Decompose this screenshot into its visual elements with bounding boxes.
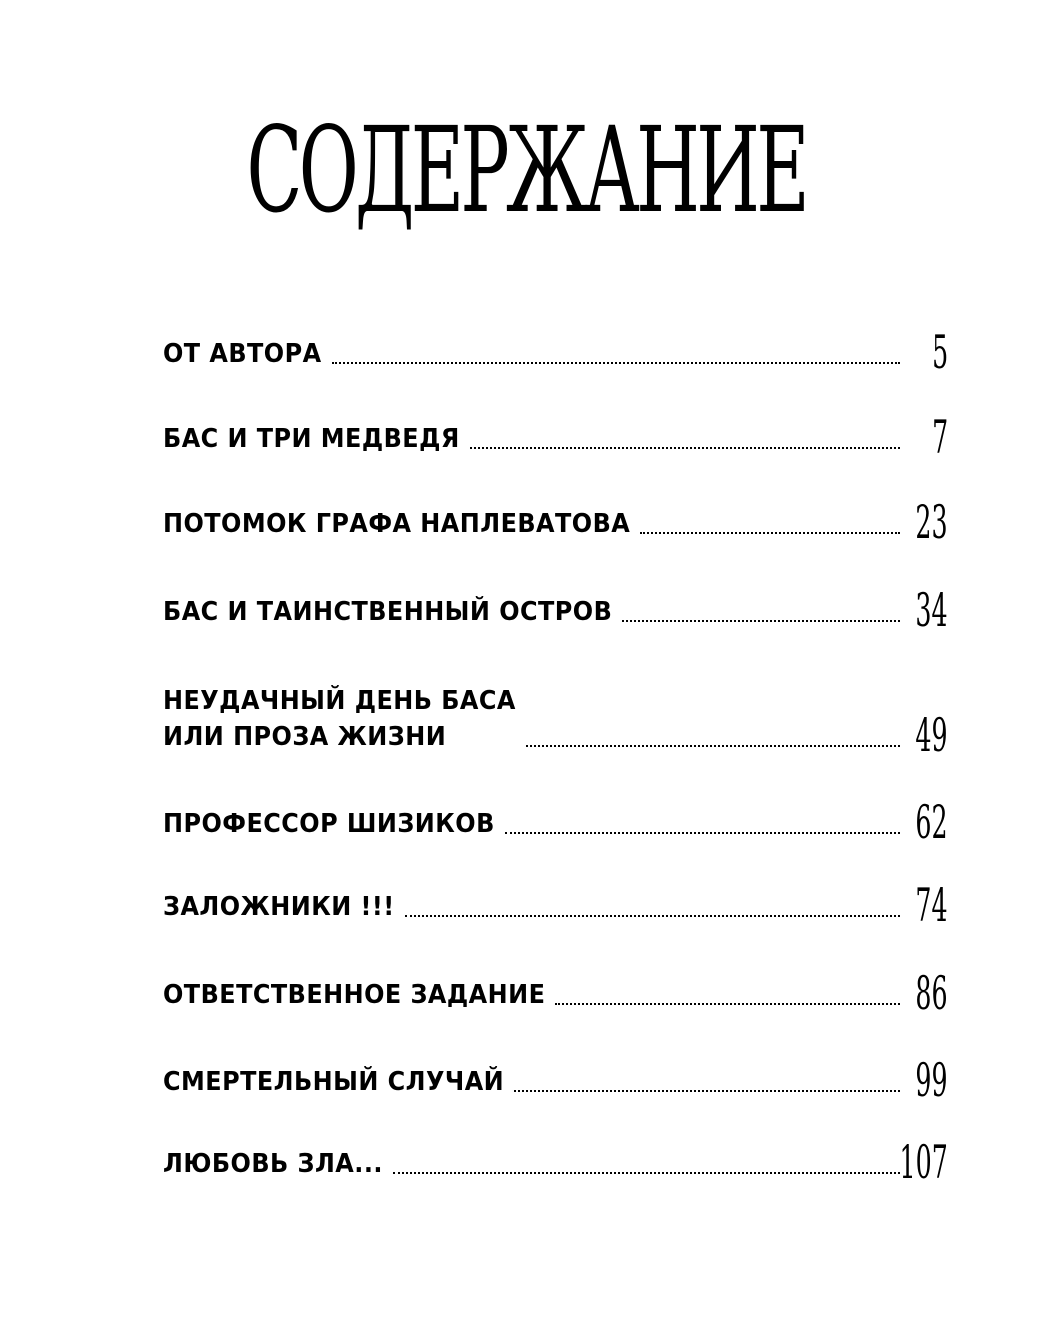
toc-entry [163, 325, 948, 379]
toc-leader-dots [393, 1172, 900, 1174]
toc-entry-title-line: ИЛИ ПРОЗА ЖИЗНИ [163, 722, 447, 752]
toc-page-number: 86 [915, 966, 948, 1020]
toc-entry-title [163, 977, 545, 1013]
toc-page-number: 74 [915, 878, 948, 932]
toc-entry [163, 878, 948, 932]
toc-entry [163, 683, 948, 762]
toc-entry-title-line: ЗАЛОЖНИКИ !!! [163, 892, 395, 922]
toc-entry-title-line: ОТ АВТОРА [163, 339, 322, 369]
toc-entry-title [163, 683, 516, 755]
toc-entry-title-line: ПОТОМОК ГРАФА НАПЛЕВАТОВА [163, 509, 631, 539]
toc-entry-title [163, 506, 630, 542]
toc-entry-title [163, 594, 612, 630]
toc-leader-dots [526, 745, 900, 747]
toc-leader-dots [405, 915, 900, 917]
toc-leader-dots [640, 532, 900, 534]
toc-page-number: 49 [915, 708, 948, 762]
toc-leader-dots [622, 620, 900, 622]
toc-entry-title-line: СМЕРТЕЛЬНЫЙ СЛУЧАЙ [163, 1067, 505, 1097]
toc-entry-title-line: БАС И ТАИНСТВЕННЫЙ ОСТРОВ [163, 597, 613, 627]
toc-entry-title-line: ОТВЕТСТВЕННОЕ ЗАДАНИЕ [163, 980, 546, 1010]
toc-page-number: 62 [915, 795, 948, 849]
toc-leader-dots [470, 447, 900, 449]
toc-entry [163, 495, 948, 549]
toc-entry-title [163, 1064, 504, 1100]
page-title: СОДЕРЖАНИЕ [246, 101, 806, 239]
toc-entry-title [163, 889, 395, 925]
toc-entry-title [163, 421, 460, 457]
toc-entry [163, 410, 948, 464]
toc-leader-dots [332, 362, 900, 364]
toc-page-number: 99 [915, 1053, 948, 1107]
toc-leader-dots [514, 1090, 900, 1092]
toc-entry [163, 583, 948, 637]
toc-entry [163, 795, 948, 849]
toc-entry-title-line: НЕУДАЧНЫЙ ДЕНЬ БАСА [163, 686, 516, 716]
toc-entry-title-line: ЛЮБОВЬ ЗЛА... [163, 1149, 383, 1179]
toc-entry-title [163, 1146, 383, 1182]
toc-entry [163, 966, 948, 1020]
toc-entry-title-line: БАС И ТРИ МЕДВЕДЯ [163, 424, 460, 454]
toc-page-number: 5 [931, 325, 948, 379]
toc-page-number: 107 [899, 1135, 948, 1189]
toc-page-number: 7 [931, 410, 948, 464]
toc-leader-dots [555, 1003, 900, 1005]
toc-page-number: 34 [915, 583, 948, 637]
toc-entry [163, 1135, 948, 1189]
toc-entry [163, 1053, 948, 1107]
toc-leader-dots [505, 832, 900, 834]
toc-entry-title [163, 336, 322, 372]
toc-entry-title [163, 806, 495, 842]
toc-page-number: 23 [915, 495, 948, 549]
toc-entry-title-line: ПРОФЕССОР ШИЗИКОВ [163, 809, 495, 839]
